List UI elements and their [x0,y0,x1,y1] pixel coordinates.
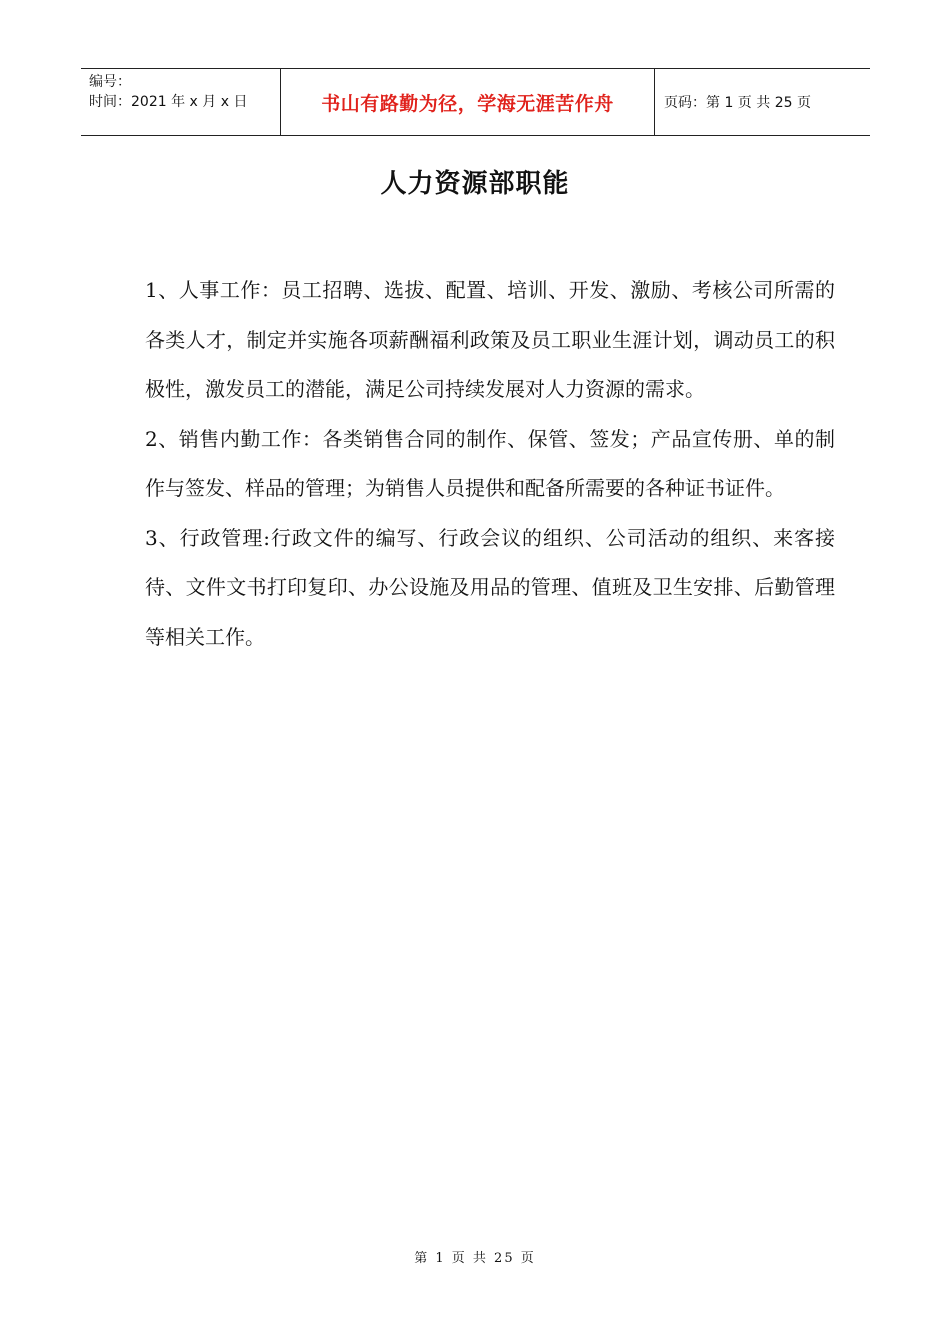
header-table [81,68,870,136]
header-motto-cell [281,69,655,135]
paragraph-administration: 3、行政管理:行政文件的编写、行政会议的组织、公司活动的组织、来客接待、文件文书打印复印、办公设施及用品的管理、值班及卫生安排、后勤管理等相关工作。 [145,525,835,649]
header-page-info: 页码：第 1 页 共 25 页 [664,95,811,111]
document-body [145,266,835,662]
paragraph-hr-work: 1、人事工作：员工招聘、选拔、配置、培训、开发、激励、考核公司所需的各类人才，制定并实施各项薪酬福利政策及员工职业生涯计划，调动员工的积极性，激发员工的潜能，满足公司持续发展对人力资源的需求。 [145,278,835,401]
header-page-cell [655,69,870,135]
header-motto: 书山有路勤为径，学海无涯苦作舟 [321,92,614,115]
document-title: 人力资源部职能 [380,169,570,199]
paragraph-sales-admin: 2、销售内勤工作：各类销售合同的制作、保管、签发；产品宣传册、单的制作与签发、样品的管理；为销售人员提供和配备所需要的各种证书证件。 [145,426,835,500]
document-date-label: 时间：2021 年 x 月 x 日 [89,94,248,110]
page-footer: 第 1 页 共 25 页 [414,1251,536,1266]
header-meta-cell [81,69,281,135]
document-number-label: 编号： [89,74,131,90]
